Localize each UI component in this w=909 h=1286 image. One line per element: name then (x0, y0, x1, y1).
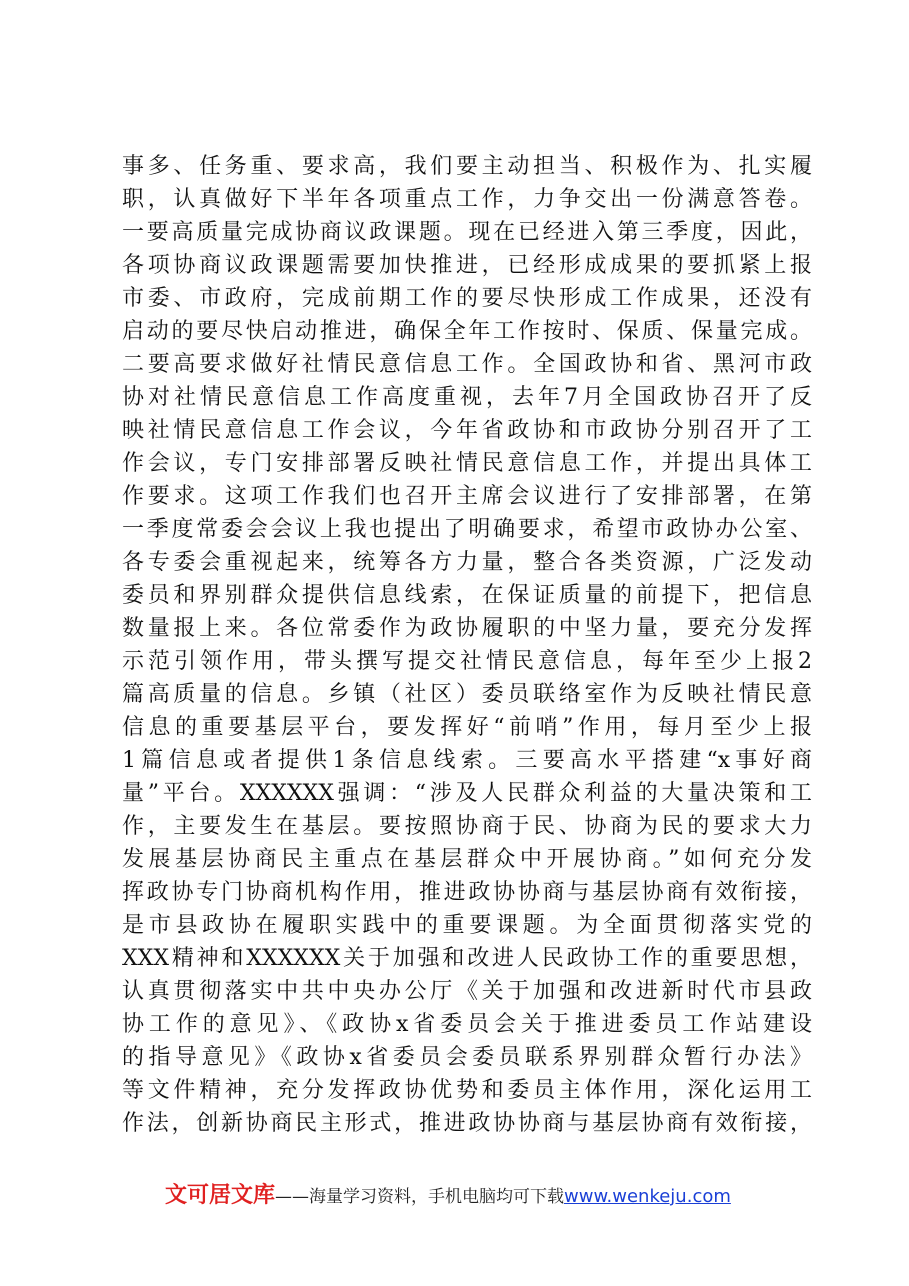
text-line: 一季度常委会会议上我也提出了明确要求，希望市政协办公室、 (122, 517, 812, 542)
text-line: 作法，创新协商民主形式，推进政协协商与基层协商有效衔接， (122, 1111, 812, 1136)
text-line: 信息的重要基层平台，要发挥好“前哨”作用，每月至少上报 (122, 715, 812, 740)
text-line: 作，主要发生在基层。要按照协商于民、协商为民的要求大力 (122, 814, 812, 839)
text-line: 认真贯彻落实中共中央办公厅《关于加强和改进新时代市县政 (122, 979, 812, 1004)
text-line: 二要高要求做好社情民意信息工作。全国政协和省、黑河市政 (122, 352, 812, 377)
text-line: 量”平台。XXXXXX强调：“涉及人民群众利益的大量决策和工 (122, 781, 812, 806)
text-line: 作要求。这项工作我们也召开主席会议进行了安排部署，在第 (122, 484, 812, 509)
text-line: 示范引领作用，带头撰写提交社情民意信息，每年至少上报2 (122, 649, 812, 674)
text-line: 映社情民意信息工作会议，今年省政协和市政协分别召开了工 (122, 418, 812, 443)
text-line: 各项协商议政课题需要加快推进，已经形成成果的要抓紧上报 (122, 253, 812, 278)
text-line: 一要高质量完成协商议政课题。现在已经进入第三季度，因此， (122, 220, 812, 245)
text-line: 市委、市政府，完成前期工作的要尽快形成工作成果，还没有 (122, 286, 812, 311)
text-line: 等文件精神，充分发挥政协优势和委员主体作用，深化运用工 (122, 1078, 812, 1103)
document-body (122, 150, 812, 1140)
text-line: 协对社情民意信息工作高度重视，去年7月全国政协召开了反 (122, 385, 812, 410)
text-line: 事多、任务重、要求高，我们要主动担当、积极作为、扎实履 (122, 154, 812, 179)
text-line: 启动的要尽快启动推进，确保全年工作按时、保质、保量完成。 (122, 319, 812, 344)
footer-brand: 文可居文库 (165, 1183, 276, 1208)
text-line: 的指导意见》《政协x省委员会委员联系界别群众暂行办法》 (122, 1045, 812, 1070)
text-line: 篇高质量的信息。乡镇（社区）委员联络室作为反映社情民意 (122, 682, 812, 707)
text-line: 作会议，专门安排部署反映社情民意信息工作，并提出具体工 (122, 451, 812, 476)
text-line: 发展基层协商民主重点在基层群众中开展协商。”如何充分发 (122, 847, 812, 872)
text-line: 职，认真做好下半年各项重点工作，力争交出一份满意答卷。 (122, 187, 812, 212)
text-line: 挥政协专门协商机构作用，推进政协协商与基层协商有效衔接， (122, 880, 812, 905)
text-line: XXX精神和XXXXXX关于加强和改进人民政协工作的重要思想， (122, 946, 812, 971)
page-footer (165, 1178, 805, 1215)
text-line: 各专委会重视起来，统筹各方力量，整合各类资源，广泛发动 (122, 550, 812, 575)
text-line: 协工作的意见》、《政协x省委员会关于推进委员工作站建设 (122, 1012, 812, 1037)
text-line: 1篇信息或者提供1条信息线索。三要高水平搭建“x事好商 (122, 748, 812, 773)
text-line: 委员和界别群众提供信息线索，在保证质量的前提下，把信息 (122, 583, 812, 608)
footer-link[interactable]: www.wenkeju.com (564, 1186, 731, 1207)
text-line: 是市县政协在履职实践中的重要课题。为全面贯彻落实党的 (122, 913, 812, 938)
footer-slogan: ——海量学习资料，手机电脑均可下载 (275, 1187, 565, 1207)
text-line: 数量报上来。各位常委作为政协履职的中坚力量，要充分发挥 (122, 616, 812, 641)
